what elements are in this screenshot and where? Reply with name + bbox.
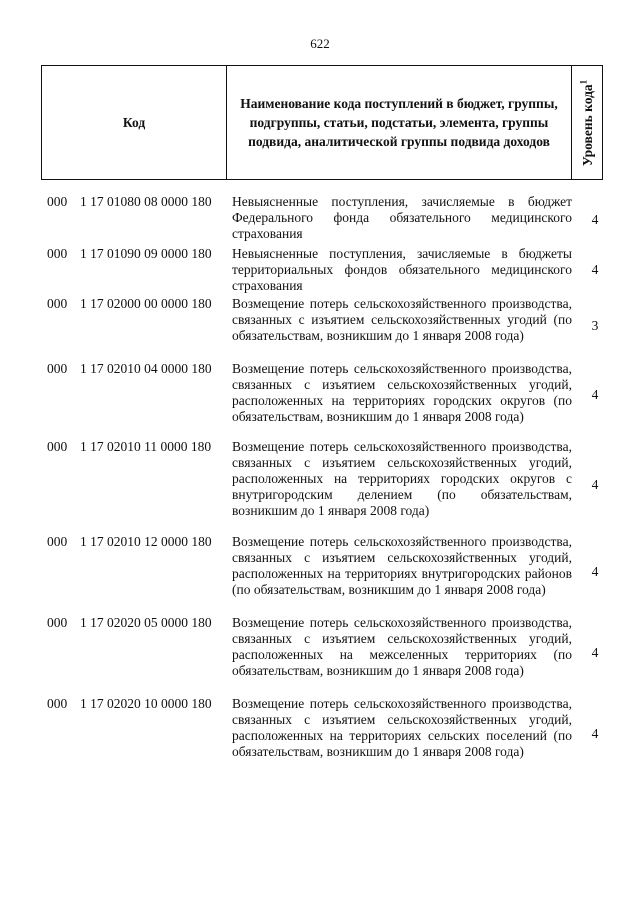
row-level: 4 (591, 564, 599, 579)
row-prefix: 000 (47, 615, 68, 630)
row-prefix: 000 (47, 361, 68, 376)
row-level: 4 (591, 387, 599, 402)
page-number: 622 (310, 36, 330, 51)
row-code: 1 17 01090 09 0000 180 (80, 246, 212, 261)
row-level: 4 (591, 477, 599, 492)
row-code: 1 17 02010 04 0000 180 (80, 361, 212, 376)
row-name: Возмещение потерь сельскохозяйственного производства, связанных с изъятием сельскохозяйственных угодий, расположенных на межселенных территориях (по обязательствам, возникшим до 1 января 2008 года) (232, 615, 572, 678)
row-level: 4 (591, 726, 599, 741)
row-name: Невыясненные поступления, зачисляемые в бюджеты территориальных фондов обязательного медицинского страхования (232, 246, 572, 293)
row-level: 4 (591, 212, 599, 227)
header-level-cell (572, 66, 602, 179)
row-code: 1 17 02000 00 0000 180 (80, 296, 212, 311)
header-level-label: Уровень кода (579, 83, 595, 166)
row-level: 4 (591, 262, 599, 277)
row-code: 1 17 02020 05 0000 180 (80, 615, 212, 630)
row-code: 1 17 01080 08 0000 180 (80, 194, 212, 209)
row-name: Возмещение потерь сельскохозяйственного производства, связанных с изъятием сельскохозяйственных угодий, расположенных на территориях сельских поселений (по обязательствам, возникшим до 1 января 2008 года) (232, 696, 572, 759)
row-prefix: 000 (47, 439, 68, 454)
row-name: Возмещение потерь сельскохозяйственного производства, связанных с изъятием сельскохозяйственных угодий, расположенных на территориях городских округов с внутригородским делением (по обязательствам, возникшим до 1 января 2008 года) (232, 439, 572, 518)
header-level-footnote: 1 (578, 79, 589, 84)
row-code: 1 17 02020 10 0000 180 (80, 696, 212, 711)
table-header (41, 65, 603, 180)
row-level: 3 (591, 318, 599, 333)
header-level (578, 79, 596, 165)
row-prefix: 000 (47, 194, 68, 209)
row-name: Невыясненные поступления, зачисляемые в бюджет Федерального фонда обязательного медицинского страхования (232, 194, 572, 241)
row-name: Возмещение потерь сельскохозяйственного производства, связанных с изъятием сельскохозяйственных угодий, расположенных на территориях городских округов (по обязательствам, возникшим до 1 января 2008 года) (232, 361, 572, 424)
row-code: 1 17 02010 11 0000 180 (80, 439, 212, 454)
header-code: Код (42, 66, 227, 179)
row-level: 4 (591, 645, 599, 660)
row-prefix: 000 (47, 246, 68, 261)
row-code: 1 17 02010 12 0000 180 (80, 534, 212, 549)
row-prefix: 000 (47, 696, 68, 711)
row-prefix: 000 (47, 296, 68, 311)
row-prefix: 000 (47, 534, 68, 549)
row-name: Возмещение потерь сельскохозяйственного производства, связанных с изъятием сельскохозяйственных угодий (по обязательствам, возникшим до 1 января 2008 года) (232, 296, 572, 343)
header-name: Наименование кода поступлений в бюджет, группы, подгруппы, статьи, подстатьи, элемента, группы подвида, аналитической группы подвида доходов (227, 66, 572, 179)
row-name: Возмещение потерь сельскохозяйственного производства, связанных с изъятием сельскохозяйственных угодий, расположенных на территориях внутригородских районов (по обязательствам, возникшим до 1 января 2008 года) (232, 534, 572, 597)
